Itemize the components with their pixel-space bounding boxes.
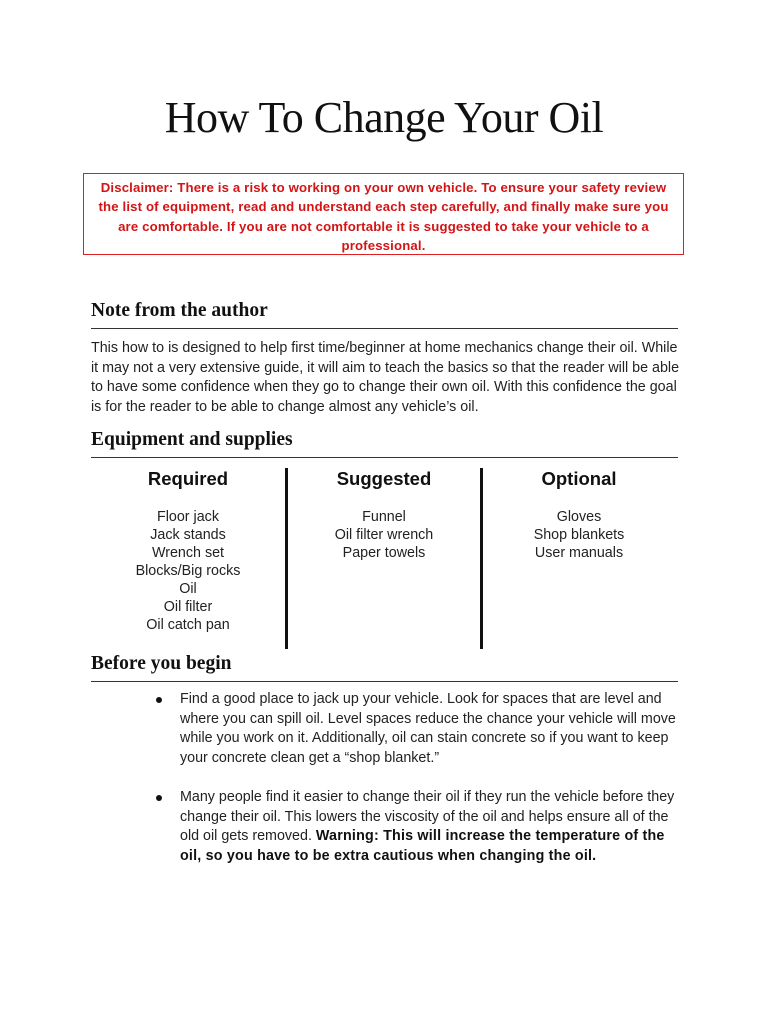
bullet-item bbox=[145, 788, 685, 866]
bullet-item bbox=[145, 690, 685, 768]
list-item: Oil filter wrench bbox=[334, 527, 434, 543]
page-title: How To Change Your Oil bbox=[164, 93, 604, 142]
list-item: Gloves bbox=[556, 509, 602, 525]
required-column-title: Required bbox=[147, 468, 229, 489]
optional-list bbox=[481, 508, 677, 562]
bullet-text: Find a good place to jack up your vehicle. Look for spaces that are level and where you can spill oil. Level spaces reduce the chance your vehicle will move while you work on it. Additionally, oil can stain concrete so if you want to keep your concrete clean get a “shop blanket.” bbox=[180, 691, 676, 766]
bullet-text: Many people find it easier to change their oil if they run the vehicle before they change their oil. This lowers the viscosity of the oil and helps ensure all of the old oil gets removed. bbox=[180, 789, 675, 844]
before-list bbox=[145, 690, 685, 886]
optional-column-title: Optional bbox=[541, 468, 617, 489]
list-item: Blocks/Big rocks bbox=[135, 563, 241, 579]
list-item: Jack stands bbox=[150, 527, 226, 543]
note-paragraph: This how to is designed to help first time/beginner at home mechanics change their oil. While it may not a very extensive guide, it will aim to teach the basics so that the reader will be able to have some confidence when they go to change their own oil. With this confidence the goal is for the reader to be able to change almost any vehicle’s oil. bbox=[91, 340, 680, 415]
list-item: User manuals bbox=[534, 545, 624, 561]
list-item: Shop blankets bbox=[533, 527, 625, 543]
list-item: Paper towels bbox=[342, 545, 426, 561]
note-heading: Note from the author bbox=[91, 300, 678, 329]
list-item: Funnel bbox=[362, 509, 406, 525]
list-item: Floor jack bbox=[157, 509, 219, 525]
suggested-column-title: Suggested bbox=[336, 468, 432, 489]
required-list bbox=[90, 508, 286, 634]
before-heading: Before you begin bbox=[91, 653, 678, 682]
suggested-list bbox=[286, 508, 482, 562]
bullet-dot-icon bbox=[156, 795, 162, 801]
list-item: Oil filter bbox=[163, 599, 213, 615]
warning-text: Warning: This will increase the temperature of the oil, so you have to be extra cautious when changing the oil. bbox=[180, 828, 665, 864]
list-item: Wrench set bbox=[151, 545, 225, 561]
list-item: Oil bbox=[179, 581, 197, 597]
equipment-heading: Equipment and supplies bbox=[91, 429, 678, 458]
bullet-dot-icon bbox=[156, 697, 162, 703]
disclaimer-box: Disclaimer: There is a risk to working on your own vehicle. To ensure your safety review the list of equipment, read and understand each step carefully, and finally make sure you are comfortable. If you are not comfortable it is suggested to take your vehicle to a professional. bbox=[83, 173, 684, 255]
list-item: Oil catch pan bbox=[146, 617, 230, 633]
